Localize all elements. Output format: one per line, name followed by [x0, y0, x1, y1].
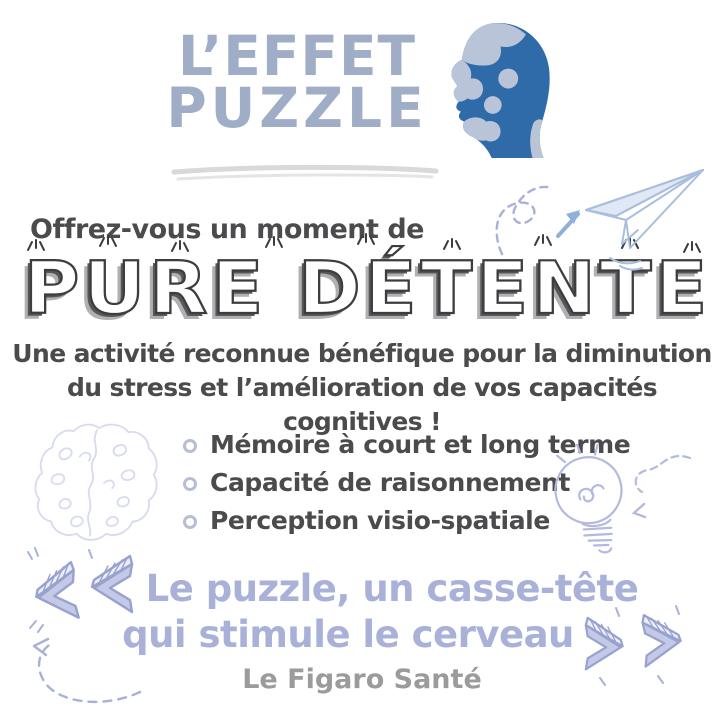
benefit-label: Perception visio-spatiale [210, 506, 550, 535]
head-puzzle-icon [426, 20, 564, 158]
description-line-2: du stress et l’amélioration de vos capacités cognitives ! [66, 373, 658, 436]
title-line-2: PUZZLE [166, 76, 428, 140]
headline-pure-detente: PURE DÉTENTE [24, 246, 712, 330]
bullet-circle-icon [183, 477, 197, 491]
underline-stroke [170, 162, 440, 188]
title-line-1: L’EFFET [177, 24, 417, 88]
bullet-circle-icon [183, 515, 197, 529]
page-title [158, 24, 436, 140]
description-line-1: Une activité reconnue bénéfique pour la diminution [12, 339, 712, 368]
benefit-label: Mémoire à court et long terme [210, 430, 631, 459]
dashed-loop-trail [497, 187, 552, 254]
lightbulb-sketch-icon [540, 444, 700, 579]
quote-line-1: Le puzzle, un casse-tête [145, 567, 639, 610]
paper-plane-sketch-icon [488, 158, 720, 274]
benefit-label: Capacité de raisonnement [210, 468, 571, 497]
quote-attribution: Le Figaro Santé [242, 664, 482, 695]
brain-sketch-icon [33, 422, 165, 546]
dashed-loop-trail [10, 606, 152, 714]
bullet-circle-icon [183, 439, 197, 453]
quote-line-2: qui stimule le cerveau [122, 613, 574, 656]
intro-lead-text: Offrez-vous un moment de [30, 214, 424, 245]
